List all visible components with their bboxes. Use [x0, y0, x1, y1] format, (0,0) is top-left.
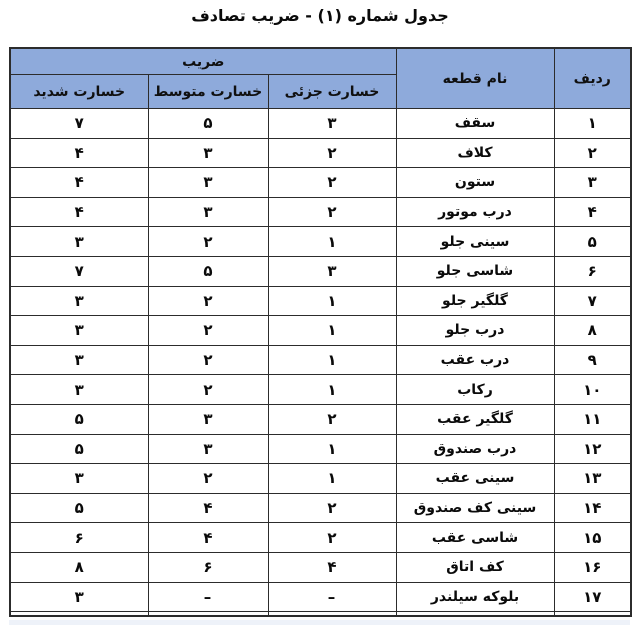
table-header	[10, 48, 631, 109]
cell-part-name: کلاف	[396, 138, 554, 168]
table-row	[10, 375, 631, 405]
table-row	[10, 345, 631, 375]
cell-medium-damage: ۲	[148, 345, 268, 375]
cell-row-number: ۱۷	[554, 582, 631, 612]
cell-row-number: ۱۴	[554, 493, 631, 523]
table-row	[10, 582, 631, 612]
table-body	[10, 109, 631, 617]
cell-part-name: گلگیر عقب	[396, 404, 554, 434]
cell-minor-damage: ۱	[268, 345, 396, 375]
cell-severe-damage: ۵	[10, 434, 148, 464]
cell-row-number: ۴	[554, 197, 631, 227]
table-row	[10, 464, 631, 494]
cell-medium-damage: ۲	[148, 227, 268, 257]
header-row-top	[10, 48, 631, 75]
cutoff-row	[10, 612, 631, 617]
cell-medium-damage: ۳	[148, 434, 268, 464]
cell-severe-damage: ۵	[10, 493, 148, 523]
cell-medium-damage: ۴	[148, 493, 268, 523]
table-row	[10, 168, 631, 198]
cell-minor-damage: ۲	[268, 138, 396, 168]
cell-severe-damage: ۳	[10, 375, 148, 405]
cell-part-name: سینی کف صندوق	[396, 493, 554, 523]
cell-severe-damage: ۴	[10, 197, 148, 227]
cell-row-number: ۱۱	[554, 404, 631, 434]
table-row	[10, 493, 631, 523]
cell-severe-damage: ۷	[10, 109, 148, 139]
cell-row-number: ۲	[554, 138, 631, 168]
cell-part-name: کف اتاق	[396, 552, 554, 582]
cell-minor-damage: ۲	[268, 197, 396, 227]
cell-row-number: ۱۰	[554, 375, 631, 405]
cell-minor-damage: ۱	[268, 316, 396, 346]
cell-row-number: ۸	[554, 316, 631, 346]
cell-part-name: سقف	[396, 109, 554, 139]
cell-row-number: ۵	[554, 227, 631, 257]
cell-part-name: سینی عقب	[396, 464, 554, 494]
cell-minor-damage: ۲	[268, 523, 396, 553]
cutoff-cell	[268, 612, 396, 617]
table-row	[10, 404, 631, 434]
cell-severe-damage: ۶	[10, 523, 148, 553]
cell-severe-damage: ۳	[10, 345, 148, 375]
table-row	[10, 434, 631, 464]
cell-minor-damage: ۱	[268, 434, 396, 464]
cell-part-name: ستون	[396, 168, 554, 198]
cell-medium-damage: ۳	[148, 197, 268, 227]
table-row	[10, 316, 631, 346]
cell-severe-damage: ۳	[10, 582, 148, 612]
cutoff-cell	[10, 612, 148, 617]
cell-severe-damage: ۴	[10, 168, 148, 198]
cell-row-number: ۳	[554, 168, 631, 198]
cell-minor-damage: ۳	[268, 256, 396, 286]
cell-minor-damage: ۱	[268, 464, 396, 494]
cell-part-name: درب جلو	[396, 316, 554, 346]
cell-part-name: رکاب	[396, 375, 554, 405]
cutoff-cell	[396, 612, 554, 617]
cell-medium-damage: ۳	[148, 404, 268, 434]
cell-part-name: شاسی جلو	[396, 256, 554, 286]
cell-medium-damage: ۲	[148, 375, 268, 405]
table-row	[10, 109, 631, 139]
cell-row-number: ۹	[554, 345, 631, 375]
cell-minor-damage: ۲	[268, 493, 396, 523]
cell-severe-damage: ۳	[10, 464, 148, 494]
cell-medium-damage: ۳	[148, 168, 268, 198]
cell-medium-damage: ۲	[148, 316, 268, 346]
cell-row-number: ۷	[554, 286, 631, 316]
cutoff-bottom-strip	[9, 620, 630, 625]
cell-minor-damage: ۲	[268, 168, 396, 198]
cell-medium-damage: ۶	[148, 552, 268, 582]
cell-severe-damage: ۳	[10, 286, 148, 316]
cell-medium-damage: –	[148, 582, 268, 612]
cell-part-name: بلوکه سیلندر	[396, 582, 554, 612]
accident-coefficient-table	[9, 47, 632, 617]
table-row	[10, 552, 631, 582]
cell-part-name: گلگیر جلو	[396, 286, 554, 316]
cell-medium-damage: ۳	[148, 138, 268, 168]
cell-minor-damage: ۴	[268, 552, 396, 582]
cell-minor-damage: ۱	[268, 286, 396, 316]
cell-medium-damage: ۵	[148, 109, 268, 139]
cell-medium-damage: ۲	[148, 286, 268, 316]
header-cell-coefficient-group: ضریب	[10, 48, 396, 75]
cell-part-name: سینی جلو	[396, 227, 554, 257]
cell-severe-damage: ۳	[10, 316, 148, 346]
cell-medium-damage: ۵	[148, 256, 268, 286]
cutoff-cell	[554, 612, 631, 617]
cell-severe-damage: ۴	[10, 138, 148, 168]
cutoff-cell	[148, 612, 268, 617]
table-row	[10, 523, 631, 553]
cell-part-name: درب موتور	[396, 197, 554, 227]
cell-row-number: ۱۶	[554, 552, 631, 582]
cell-minor-damage: ۱	[268, 375, 396, 405]
header-cell-row-number: ردیف	[554, 48, 631, 109]
header-cell-minor-damage: خسارت جزئی	[268, 75, 396, 109]
table-row	[10, 197, 631, 227]
cell-severe-damage: ۳	[10, 227, 148, 257]
cell-row-number: ۱۵	[554, 523, 631, 553]
cell-minor-damage: ۳	[268, 109, 396, 139]
cell-row-number: ۶	[554, 256, 631, 286]
cell-minor-damage: ۱	[268, 227, 396, 257]
cell-severe-damage: ۵	[10, 404, 148, 434]
cell-severe-damage: ۸	[10, 552, 148, 582]
cell-medium-damage: ۴	[148, 523, 268, 553]
cell-medium-damage: ۲	[148, 464, 268, 494]
header-cell-medium-damage: خسارت متوسط	[148, 75, 268, 109]
table-row	[10, 138, 631, 168]
cell-part-name: شاسی عقب	[396, 523, 554, 553]
cell-minor-damage: ۲	[268, 404, 396, 434]
table-row	[10, 256, 631, 286]
table-row	[10, 227, 631, 257]
header-cell-part-name: نام قطعه	[396, 48, 554, 109]
cell-row-number: ۱	[554, 109, 631, 139]
cell-row-number: ۱۳	[554, 464, 631, 494]
cell-part-name: درب عقب	[396, 345, 554, 375]
page-title: جدول شماره (۱) - ضریب تصادف	[191, 6, 449, 25]
header-cell-severe-damage: خسارت شدید	[10, 75, 148, 109]
table-row	[10, 286, 631, 316]
cell-part-name: درب صندوق	[396, 434, 554, 464]
cell-minor-damage: –	[268, 582, 396, 612]
cell-row-number: ۱۲	[554, 434, 631, 464]
cell-severe-damage: ۷	[10, 256, 148, 286]
